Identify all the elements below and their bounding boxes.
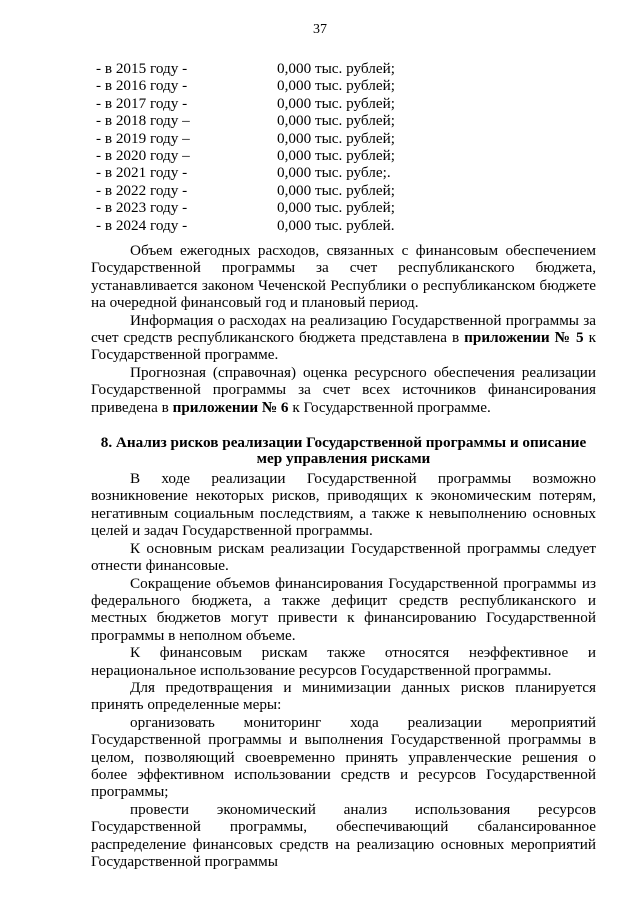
page-number: 37: [313, 22, 327, 37]
appendix-5-reference: приложении № 5: [464, 329, 584, 347]
funding-row: [96, 60, 416, 77]
paragraph-appendix-6: [91, 364, 596, 416]
paragraph-main-risks: К основным рискам реализации Государственной программы следует отнести финансовые.: [91, 539, 596, 575]
section-heading: [91, 435, 596, 466]
paragraph-appendix-5: [91, 312, 596, 364]
year-label: - в 2016 году -: [96, 77, 188, 95]
year-label: - в 2017 году -: [96, 94, 188, 112]
year-amount: 0,000 тыс. рублей.: [277, 216, 395, 234]
paragraph-annual-expenses: Объем ежегодных расходов, связанных с финансовым обеспечением Государственной программы за счет республиканского бюджета, устанавливается законом Чеченской Республики о республиканском бюджете на очередной финансовый год и плановый период.: [91, 242, 596, 312]
funding-row: [96, 112, 416, 129]
year-label: - в 2023 году -: [96, 199, 188, 217]
section-heading-line1: 8. Анализ рисков реализации Государственной программы и описание: [100, 434, 587, 452]
text-run: к Государственной программе.: [91, 329, 596, 364]
year-amount: 0,000 тыс. рублей;: [277, 181, 395, 199]
funding-row: [96, 130, 416, 147]
year-label: - в 2024 году -: [96, 216, 188, 234]
year-label: - в 2015 году -: [96, 60, 188, 77]
year-amount: 0,000 тыс. рублей;: [277, 94, 395, 112]
year-amount: 0,000 тыс. рублей;: [277, 147, 395, 165]
funding-row: [96, 95, 416, 112]
funding-row: [96, 147, 416, 164]
paragraph-financial-risks: К финансовым рискам также относятся неэффективное и нерациональное использование ресурсов Государственной программы.: [91, 644, 596, 679]
year-label: - в 2021 году -: [96, 164, 188, 182]
funding-row: [96, 182, 416, 199]
year-label: - в 2018 году –: [96, 112, 190, 130]
year-label: - в 2020 году –: [96, 147, 190, 165]
funding-row: [96, 77, 416, 94]
year-amount: 0,000 тыс. рублей;: [277, 60, 395, 77]
year-label: - в 2022 году -: [96, 181, 188, 199]
paragraph-risks-intro: В ходе реализации Государственной программы возможно возникновение некоторых рисков, приводящих к экономическим потерям, негативным социальным последствиям, а также к невыполнению основных целей и задач Государственной программы.: [91, 470, 596, 540]
year-amount: 0,000 тыс. рублей;: [277, 112, 395, 130]
paragraph-measures-intro: Для предотвращения и минимизации данных рисков планируется принять определенные меры:: [91, 678, 596, 714]
text-run: Прогнозная (справочная) оценка ресурсного обеспечения реализации Государственной программы за счет всех источников финансирования приведена в: [91, 363, 596, 416]
funding-by-year-list: [96, 60, 416, 234]
funding-row: [96, 217, 416, 234]
year-amount: 0,000 тыс. рублей;: [277, 199, 395, 217]
year-amount: 0,000 тыс. рубле;.: [277, 164, 391, 182]
text-run: к Государственной программе.: [288, 398, 491, 416]
appendix-6-reference: приложении № 6: [172, 398, 289, 416]
text-run: Информация о расходах на реализацию Государственной программы за счет средств республиканского бюджета представлена в: [91, 311, 596, 347]
section-heading-line2: мер управления рисками: [256, 449, 431, 467]
paragraph-measure-monitoring: организовать мониторинг хода реализации мероприятий Государственной программы и выполнения Государственной программы в целом, позволяющий своевременно принять управленческие решения о более эффективном использовании средств и ресурсов Государственной программы;: [91, 713, 596, 801]
funding-row: [96, 199, 416, 216]
year-amount: 0,000 тыс. рублей;: [277, 77, 395, 95]
funding-row: [96, 164, 416, 181]
paragraph-measure-analysis: провести экономический анализ использования ресурсов Государственной программы, обеспечивающий сбалансированное распределение финансовых средств на реализацию основных мероприятий Государственной программы: [91, 800, 596, 870]
year-label: - в 2019 году –: [96, 129, 190, 147]
document-body: [91, 242, 596, 870]
paragraph-funding-reduction: Сокращение объемов финансирования Государственной программы из федерального бюджета, а также дефицит средств республиканского и местных бюджетов могут привести к финансированию Государственной программы в неполном объеме.: [91, 574, 596, 644]
year-amount: 0,000 тыс. рублей;: [277, 129, 395, 147]
